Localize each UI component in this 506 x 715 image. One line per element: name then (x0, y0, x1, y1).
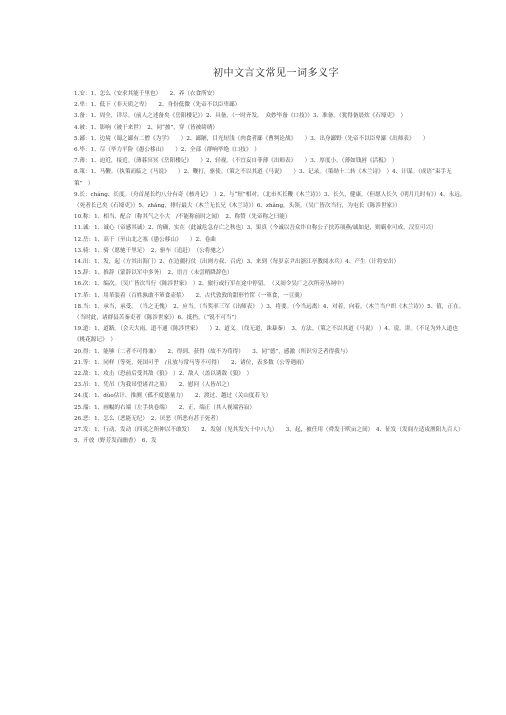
list-item: 11.诚：1、诚心（帝感其诚）2、的确，实在（此诚危急存亡之秋也）3、果真（今诚以吾众诈自称公子扶苏项燕/诚如是，则霸业可成，汉室可兴） (74, 225, 437, 232)
list-item: 20.得：1、能够（二者不可得兼） 2、得到、获得（故不为苟得） 3、同“德”，感激（所识穷乏者得我与） (74, 348, 352, 355)
list-item: 25.端：1、画幅的右端（左手执卷端） 2、正，端正（其人视端容寂） (74, 404, 256, 411)
list-item: 9.长：chánɡ、长度。（舟首尾长约八分有奇《核舟记》 ）2、与“短”相对。（北市买长鞭《木兰诗》）3、长久，健康。（但愿人长久《明月几时有》）4、永远。（死者长已矣《石壕吏》）5、zhǎnɡ，排行最大（木兰无长兄《木兰诗》）6、zhǎnɡ，头领。（吴广皆次当行，为屯长《陈涉世家》） (74, 191, 466, 210)
list-item: 14.出：1、发，起（方其出海门）2、在边疆打仗（出则方叔、召虎）3、来到（每岁京尹出浙江亭教阅水兵）4、产生（计将安出） (74, 259, 400, 266)
list-item: 1.安：1、怎么（安求其能千里也） 2、养（衣食所安） (74, 91, 218, 97)
list-item: 10.称：1、相当、配合（称其气之小大 /不能称前时之闻） 2、称赞（先帝称之曰能） (74, 214, 291, 221)
list-item: 22.敌：1、攻击（恐前后受其敌《狼》 ）2、敌人（盖以诱敌《狼》 ） (74, 371, 253, 378)
list-item: 12.岳：1、高于（至山北之塞《愚公移山》 ）2、卷曲 (74, 236, 216, 243)
list-item: 8.策：1、马鞭。（执策而临之《马说》 ）2、鞭打，驱使。（策之不以其道《马说》 ）3、记录。（策勋十二转《木兰诗》 ）4、计谋。（成语“束手无策” ） (74, 169, 452, 187)
list-item: 13.骑：1、骑（愿驰千里足） 2、驱车（追赶） （公将驰之） (74, 247, 228, 254)
entry-list (74, 89, 478, 448)
list-item: 23.吊：1、凭吊（为我吊望诸君之墓） 2、慰问（人皆吊之） (74, 382, 233, 389)
list-item: 19.道：1、道路。（会天大雨，道不通《陈涉世家》 ）2、道义。（伐无道，诛暴秦） 3、方法。（策之不以其道《马说》 ）4、说，讲。（不足为外人道也《桃花源记》 ） (74, 326, 458, 344)
list-item: 7.薄：1、迫近，接近。（薄暮冥冥《岳阳楼记》 ）2、轻视。（不宜妄自菲薄《出师表》 ）3、厚度小。（薄如钱唇《活板》 ） (74, 158, 398, 165)
list-item: 27.发：1、行动、发动（四夷之所伸以不敢发） 2、发射（见其发矢十中八九） 3、起，被任用（舜发于畎亩之间） 4、征发（发闾左适戍渔阳九百人） 5、开放（野芳发而幽香） 6、发 (74, 427, 478, 445)
list-item: 21.等：1、同样（等死，死国可乎 /且放与常马等不可得） 2、诸位，表多数（公等遇雨） (74, 359, 308, 366)
list-item: 26.恶：1、怎么（恶能无纪） 2、厌恶（所恶有甚于死者） (74, 415, 222, 422)
list-item: 5.鄙：1、边境（蜀之鄙有二僧《为学》 ）2、鄙陋，目光短浅（肉食者鄙《曹刿论战》 ）3、出身鄙野（先帝不以臣卑鄙《出师表》 ） (74, 135, 429, 142)
list-item: 4.被：1、影响（被于来世） 2、同“披”，穿（皆被绮绣） (74, 124, 219, 131)
list-item: 6.毕：1、尽（毕力平险《愚公移山》 ）2、全部（群响毕绝《口技》 ） (74, 147, 260, 154)
list-item: 18.当：1、承当，承受。 （当之无愧） 2、应当。（当奖率三军《出师表》 ）3、将要。（今当远离）4、对着，向着。（木兰当户织《木兰诗》）5、值，正在。（当时此，诸群县苦秦吏者《陈涉世家》）6、抵挡。（“锐不可当”） (74, 303, 465, 322)
list-item: 2.卑：1、低下（非天质之卑） 2、身份低微（先帝不以臣卑鄙） (74, 102, 241, 109)
list-item: 17.革：1、用革装着（百姓孰敢不箪食壶浆） 2、古代敦敦的甜形竹筐（一箪食，一豆羹） (74, 292, 306, 299)
list-item: 3.备：1、周全，详尽。（前人之述备矣《岳阳楼记》）2、具备。（一时齐发， 众妙毕备《口技》）3、准备。（犹得备晨炊《石壕吏》 ） (74, 113, 407, 120)
list-item: 16.次：1、编次。（吴广皆次当行《陈涉世家》 ）2、旅行或行军在途中停留。 （又间令吴广之次所旁丛祠中） (74, 281, 348, 288)
document-title: 初中文言文常见一词多义字 (213, 68, 339, 79)
list-item: 24.度：1、dùo估计、推测（孤不度德量力） 2、渡过、越过（关山度若飞） (74, 393, 272, 400)
list-item: 15.辞：1、推辞（蒙辞以军中多务） 2、语言（未尝稍降辞色） (74, 270, 233, 277)
